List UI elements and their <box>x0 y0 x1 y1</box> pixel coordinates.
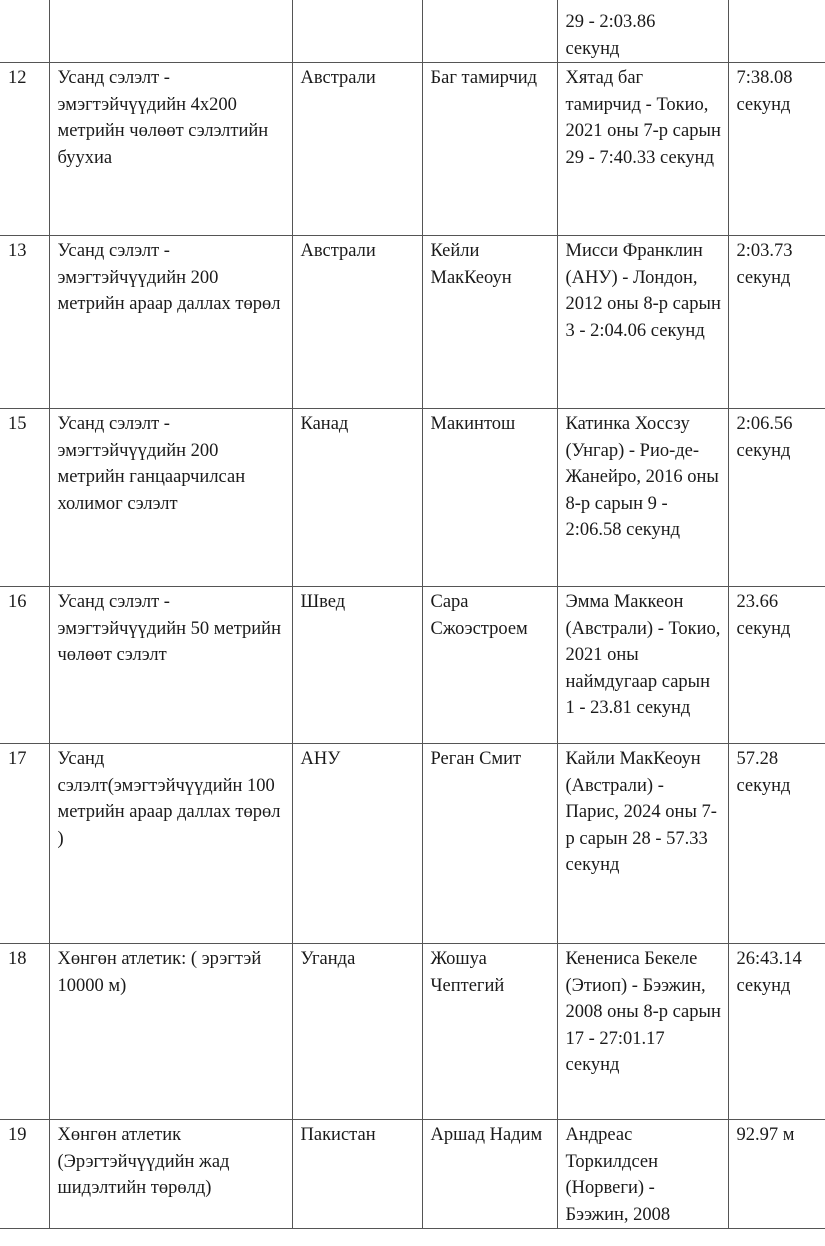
athlete: Сара Сжоэстроем <box>422 587 557 744</box>
event-name: Усанд сэлэлт - эмэгтэйчүүдийн 4x200 метрийн чөлөөт сэлэлтийн буухиа <box>49 63 292 236</box>
athlete: Аршад Надим <box>422 1120 557 1229</box>
table-row <box>0 63 825 236</box>
country: Швед <box>292 587 422 744</box>
new-record <box>728 0 825 63</box>
table-row <box>0 236 825 409</box>
athlete: Макинтош <box>422 409 557 587</box>
row-number: 13 <box>0 236 49 409</box>
previous-record: Эмма Маккеон (Австрали) - Токио, 2021 оны наймдугаар сарын 1 - 23.81 секунд <box>557 587 728 744</box>
table-row <box>0 944 825 1120</box>
athlete: Реган Смит <box>422 744 557 944</box>
athlete: Баг тамирчид <box>422 63 557 236</box>
event-name: Усанд сэлэлт - эмэгтэйчүүдийн 50 метрийн чөлөөт сэлэлт <box>49 587 292 744</box>
new-record: 23.66 секунд <box>728 587 825 744</box>
row-number: 18 <box>0 944 49 1120</box>
table-row <box>0 1120 825 1229</box>
country: Австрали <box>292 63 422 236</box>
new-record: 26:43.14 секунд <box>728 944 825 1120</box>
country: Уганда <box>292 944 422 1120</box>
table-row <box>0 0 825 63</box>
new-record: 2:06.56 секунд <box>728 409 825 587</box>
new-record: 7:38.08 секунд <box>728 63 825 236</box>
table-row <box>0 409 825 587</box>
row-number: 15 <box>0 409 49 587</box>
athlete <box>422 0 557 63</box>
event-name: Хөнгөн атлетик (Эрэгтэйчүүдийн жад шидэлтийн төрөлд) <box>49 1120 292 1229</box>
country: Канад <box>292 409 422 587</box>
row-number: 16 <box>0 587 49 744</box>
previous-record: Андреас Торкилдсен (Норвеги) - Бээжин, 2008 <box>557 1120 728 1229</box>
previous-record <box>557 0 728 63</box>
event-name: Усанд сэлэлт - эмэгтэйчүүдийн 200 метрийн араар даллах төрөл <box>49 236 292 409</box>
previous-record: Хятад баг тамирчид - Токио, 2021 оны 7-р сарын 29 - 7:40.33 секунд <box>557 63 728 236</box>
previous-record: Кайли МакКеоун (Австрали) - Парис, 2024 оны 7-р сарын 28 - 57.33 секунд <box>557 744 728 944</box>
country: АНУ <box>292 744 422 944</box>
row-number: 19 <box>0 1120 49 1229</box>
athlete: Кейли МакКеоун <box>422 236 557 409</box>
new-record: 92.97 м <box>728 1120 825 1229</box>
country: Пакистан <box>292 1120 422 1229</box>
table-row <box>0 744 825 944</box>
event-name: Усанд сэлэлт(эмэгтэйчүүдийн 100 метрийн араар даллах төрөл ) <box>49 744 292 944</box>
new-record: 2:03.73 секунд <box>728 236 825 409</box>
athlete: Жошуа Чептегий <box>422 944 557 1120</box>
country <box>292 0 422 63</box>
row-number: 17 <box>0 744 49 944</box>
table-row <box>0 587 825 744</box>
previous-record: Кененисa Бекеле (Этиоп) - Бээжин, 2008 оны 8-р сарын 17 - 27:01.17 секунд <box>557 944 728 1120</box>
row-number <box>0 0 49 63</box>
previous-record: Катинка Хоссзу (Унгар) - Рио-де-Жанейро, 2016 оны 8-р сарын 9 - 2:06.58 секунд <box>557 409 728 587</box>
previous-record-text: 29 - 2:03.86 секунд <box>565 12 656 59</box>
event-name: Хөнгөн атлетик: ( эрэгтэй 10000 м) <box>49 944 292 1120</box>
new-record: 57.28 секунд <box>728 744 825 944</box>
event-name: Усанд сэлэлт - эмэгтэйчүүдийн 200 метрийн ганцаарчилсан холимог сэлэлт <box>49 409 292 587</box>
country: Австрали <box>292 236 422 409</box>
previous-record: Мисси Франклин (АНУ) - Лондон, 2012 оны 8-р сарын 3 - 2:04.06 секунд <box>557 236 728 409</box>
event-name <box>49 0 292 63</box>
row-number: 12 <box>0 63 49 236</box>
